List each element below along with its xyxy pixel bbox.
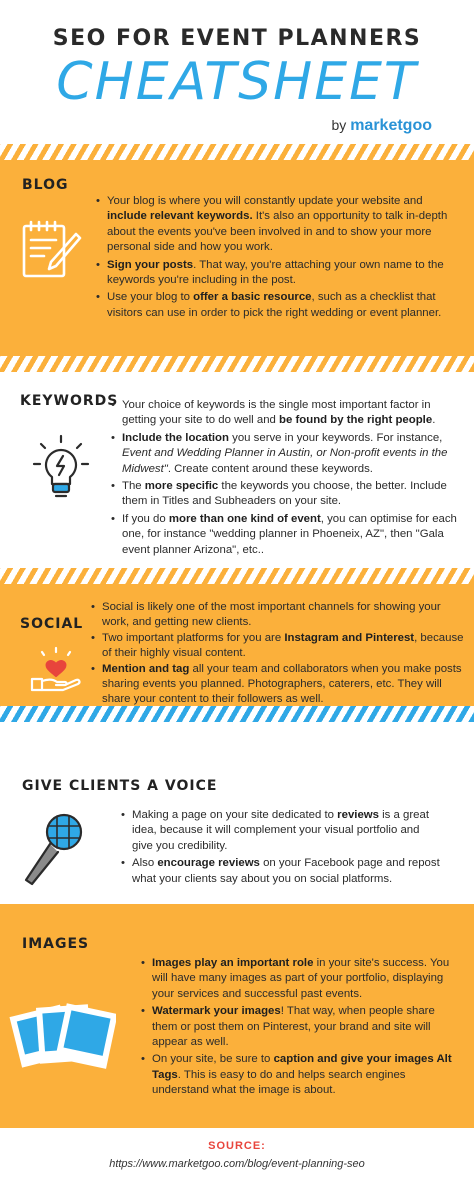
list-item: • Mention and tag all your team and collaborators when you make posts sharing events you planned. Photographers, caterers, etc. They will share your content to their followers as well. [90,662,464,708]
microphone-icon [20,810,86,893]
photos-icon [8,990,116,1085]
list-item: • Also encourage reviews on your Facebook page and repost what your clients say about you on social platforms. [120,856,440,887]
section-heading: SOCIAL [20,616,84,632]
blog-bullets [95,194,461,323]
list-item: • Your choice of keywords is the single most important factor in getting your site to do well and be found by the right people. [110,398,462,429]
section-heading: IMAGES [22,936,90,952]
list-item: • Include the location you serve in your keywords. For instance, Event and Wedding Planner in Austin, or Non-profit events in the Midwest". Create content around these keywords. [110,431,462,477]
list-item: • On your site, be sure to caption and give your images Alt Tags. This is easy to do and helps search engines understand what the image is about. [140,1052,460,1098]
list-item: • Use your blog to offer a basic resource, such as a checklist that visitors can use in order to pick the right wedding or event planner. [95,290,461,321]
list-item: • Sign your posts. That way, you're attaching your own name to the keywords you're including in the post. [95,258,461,289]
page-title: SEO FOR EVENT PLANNERS [52,26,422,51]
divider-stripe [0,706,474,722]
lightbulb-icon [30,432,92,509]
images-bullets [140,956,460,1101]
page-subtitle: CHEATSHEET [56,52,418,112]
list-item: • Making a page on your site dedicated to reviews is a great idea, because it will complement your visual portfolio and give you credibility. [120,808,440,854]
divider-stripe [0,144,474,160]
divider-stripe [0,568,474,584]
hand-heart-icon [30,646,82,697]
section-keywords [0,372,474,568]
byline [332,117,432,135]
brand-logo: marketgoo [350,117,432,134]
section-heading: GIVE CLIENTS A VOICE [22,778,218,794]
section-social [0,584,474,706]
source-link[interactable]: https://www.marketgoo.com/blog/event-planning-seo [109,1158,365,1170]
source-label: SOURCE: [208,1140,266,1152]
section-give-clients-a-voice [0,722,474,904]
divider-stripe [0,356,474,372]
list-item: • Watermark your images! That way, when people share them or post them on Pinterest, your brand and site will appear as well. [140,1004,460,1050]
list-item: • Your blog is where you will constantly update your website and include relevant keywords. It's also an opportunity to talk in-depth about the events you've been involved in and to show your more personal side and how you work. [95,194,461,256]
byline-prefix: by [331,117,347,133]
list-item: • Two important platforms for you are Instagram and Pinterest, because of their highly visual content. [90,631,464,662]
notepad-pencil-icon [18,218,84,289]
section-heading: KEYWORDS [20,393,119,409]
header [0,0,474,142]
list-item: • Social is likely one of the most important channels for showing your work, and getting new clients. [90,600,464,631]
section-heading: BLOG [22,177,69,193]
list-item: • The more specific the keywords you choose, the better. Include them in Titles and Subheaders on your site. [110,479,462,510]
list-item: • Images play an important role in your site's success. You will have many images as part of your portfolio, displaying your services and successful past events. [140,956,460,1002]
section-blog [0,160,474,356]
voice-bullets [120,808,440,889]
list-item: • If you do more than one kind of event, you can optimise for each one, for instance "wedding planner in Phoeneix, AZ", then "Gala event planner Arizona", etc.. [110,512,462,558]
keywords-bullets [110,398,462,560]
section-images [0,904,474,1128]
